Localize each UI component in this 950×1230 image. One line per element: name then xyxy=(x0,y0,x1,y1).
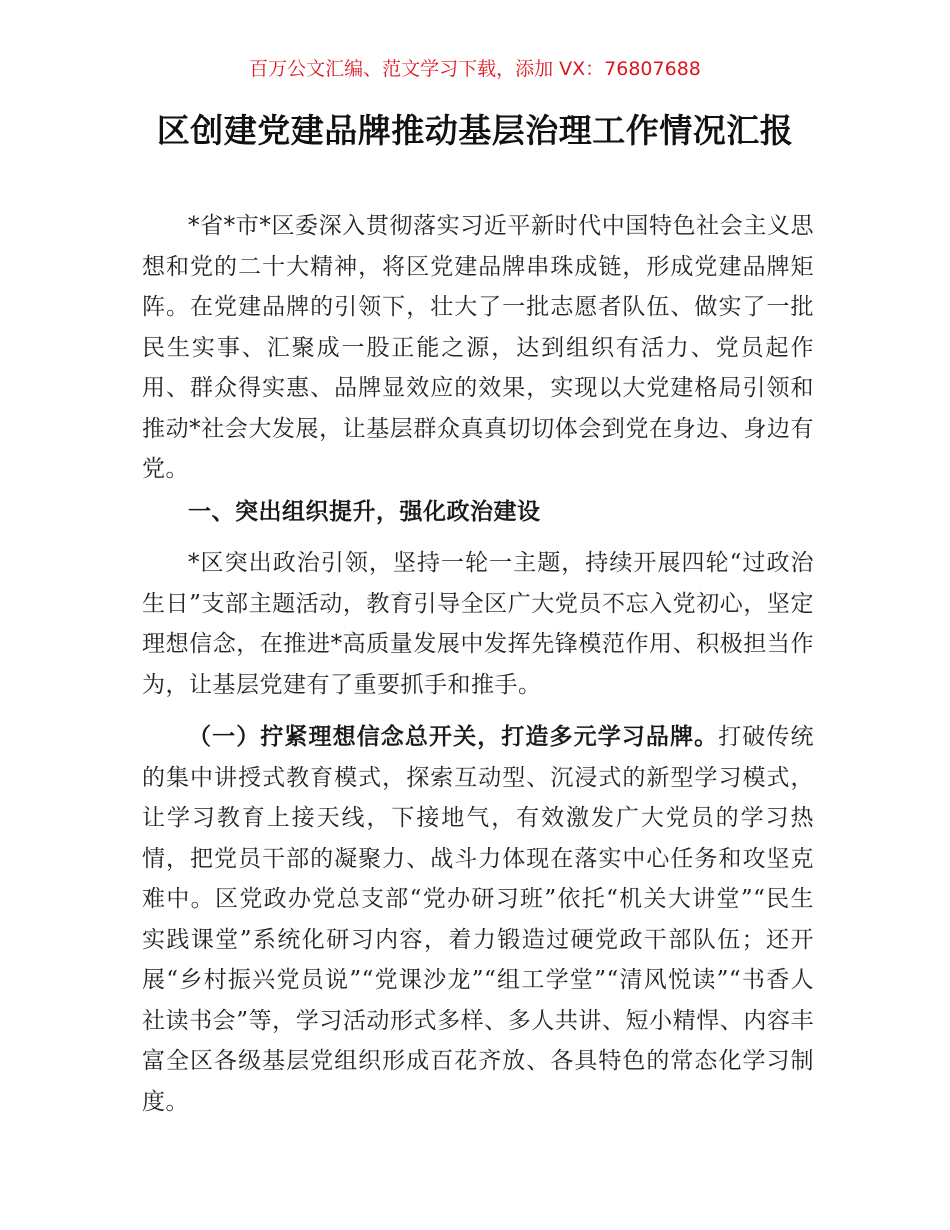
subsection-lead-heading: （一）拧紧理想信念总开关，打造多元学习品牌。 xyxy=(188,724,719,750)
paragraph-text: *区突出政治引领，坚持一轮一主题，持续开展四轮“过政治生日”支部主题活动，教育引导全区广大党员不忘入党初心，坚定理想信念，在推进*高质量发展中发挥先锋模范作用、积极担当作为，让基层党建有了重要抓手和推手。 xyxy=(142,550,814,698)
section-1-paragraph xyxy=(142,543,814,705)
heading-text: 一、突出组织提升，强化政治建设 xyxy=(188,499,541,525)
subsection-1-paragraph xyxy=(142,717,814,1122)
paragraph-text: *省*市*区委深入贯彻落实习近平新时代中国特色社会主义思想和党的二十大精神，将区党建品牌串珠成链，形成党建品牌矩阵。在党建品牌的引领下，壮大了一批志愿者队伍、做实了一批民生实事、汇聚成一股正能之源，达到组织有活力、党员起作用、群众得实惠、品牌显效应的效果，实现以大党建格局引领和推动*社会大发展，让基层群众真真切切体会到党在身边、身边有党。 xyxy=(142,213,814,482)
watermark-banner: 百万公文汇编、范文学习下载，添加 VX：76807688 xyxy=(249,58,701,80)
section-heading-1 xyxy=(142,492,814,533)
intro-paragraph xyxy=(142,206,814,490)
paragraph-with-lead xyxy=(142,717,814,1122)
document-title: 区创建党建品牌推动基层治理工作情况汇报 xyxy=(156,111,794,150)
paragraph-text: 打破传统的集中讲授式教育模式，探索互动型、沉浸式的新型学习模式，让学习教育上接天线，下接地气，有效激发广大党员的学习热情，把党员干部的凝聚力、战斗力体现在落实中心任务和攻坚克难中。区党政办党总支部“党办研习班”依托“机关大讲堂”“民生实践课堂”系统化研习内容，着力锻造过硬党政干部队伍；还开展“乡村振兴党员说”“党课沙龙”“组工学堂”“清风悦读”“书香人社读书会”等，学习活动形式多样、多人共讲、短小精悍、内容丰富全区各级基层党组织形成百花齐放、各具特色的常态化学习制度。 xyxy=(142,724,815,1115)
